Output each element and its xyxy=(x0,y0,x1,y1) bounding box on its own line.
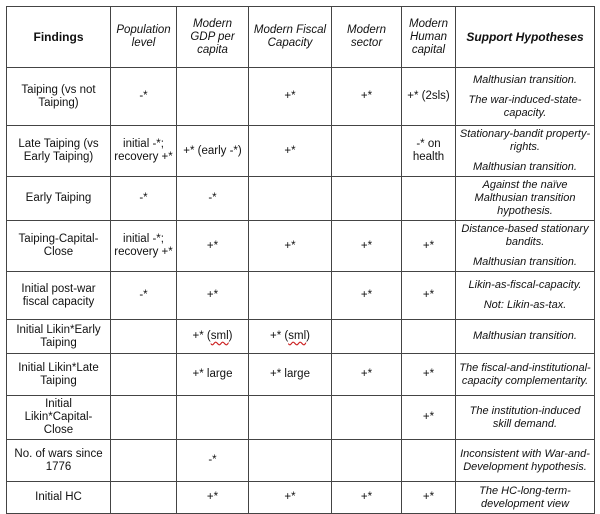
cell-finding: Initial Likin*Early Taiping xyxy=(7,320,111,354)
cell-human: +* xyxy=(402,221,456,272)
cell-human: +* xyxy=(402,354,456,396)
cell-human xyxy=(402,440,456,482)
cell-population: -* xyxy=(111,68,177,126)
cell-support xyxy=(456,221,595,272)
cell-population: -* xyxy=(111,272,177,320)
cell-support xyxy=(456,68,595,126)
cell-finding: Taiping (vs not Taiping) xyxy=(7,68,111,126)
cell-sector: +* xyxy=(332,272,402,320)
table-row xyxy=(7,177,595,221)
cell-population xyxy=(111,396,177,440)
cell-sector xyxy=(332,177,402,221)
table-row xyxy=(7,354,595,396)
cell-sector xyxy=(332,396,402,440)
cell-support xyxy=(456,126,595,177)
table-row xyxy=(7,396,595,440)
cell-gdp: +* xyxy=(177,272,249,320)
support-hypothesis: The fiscal-and-institutional-capacity complementarity. xyxy=(459,361,591,387)
cell-gdp: +* xyxy=(177,221,249,272)
cell-finding: Initial post-war fiscal capacity xyxy=(7,272,111,320)
cell-population xyxy=(111,354,177,396)
header-support: Support Hypotheses xyxy=(456,7,595,68)
cell-fiscal: +* xyxy=(249,68,332,126)
support-hypothesis: The HC-long-term-development view xyxy=(479,484,571,510)
cell-sector: +* xyxy=(332,482,402,514)
cell-human: +* (2sls) xyxy=(402,68,456,126)
cell-support xyxy=(456,320,595,354)
cell-gdp: -* xyxy=(177,177,249,221)
cell-finding: Taiping-Capital-Close xyxy=(7,221,111,272)
table-row xyxy=(7,221,595,272)
cell-population xyxy=(111,482,177,514)
header-human: Modern Human capital xyxy=(402,7,456,68)
cell-finding: Initial Likin*Capital-Close xyxy=(7,396,111,440)
cell-finding: No. of wars since 1776 xyxy=(7,440,111,482)
cell-gdp: +* large xyxy=(177,354,249,396)
cell-sector xyxy=(332,126,402,177)
table-row xyxy=(7,440,595,482)
cell-sector: +* xyxy=(332,68,402,126)
cell-finding: Late Taiping (vs Early Taiping) xyxy=(7,126,111,177)
cell-sector: +* xyxy=(332,221,402,272)
header-population: Population level xyxy=(111,7,177,68)
table-row xyxy=(7,320,595,354)
support-hypothesis: Malthusian transition. xyxy=(473,73,577,86)
table-body xyxy=(7,68,595,514)
cell-gdp: +* (sml) xyxy=(177,320,249,354)
cell-fiscal xyxy=(249,177,332,221)
cell-population xyxy=(111,320,177,354)
header-findings: Findings xyxy=(7,7,111,68)
cell-support xyxy=(456,177,595,221)
support-hypothesis: Likin-as-fiscal-capacity. xyxy=(468,279,582,291)
cell-human xyxy=(402,320,456,354)
cell-finding: Initial Likin*Late Taiping xyxy=(7,354,111,396)
cell-gdp xyxy=(177,68,249,126)
header-sector: Modern sector xyxy=(332,7,402,68)
header-fiscal: Modern Fiscal Capacity xyxy=(249,7,332,68)
cell-fiscal: +* xyxy=(249,126,332,177)
cell-human: +* xyxy=(402,272,456,320)
cell-gdp: -* xyxy=(177,440,249,482)
support-hypothesis: Against the naïve Malthusian transition hypothesis. xyxy=(474,179,576,217)
table-row xyxy=(7,126,595,177)
header-gdp: Modern GDP per capita xyxy=(177,7,249,68)
cell-human xyxy=(402,177,456,221)
cell-sector xyxy=(332,320,402,354)
support-hypothesis: The institution-induced skill demand. xyxy=(469,404,581,430)
header-row xyxy=(7,7,595,68)
cell-support xyxy=(456,440,595,482)
cell-support xyxy=(456,272,595,320)
cell-gdp: +* (early -*) xyxy=(177,126,249,177)
cell-support xyxy=(456,354,595,396)
support-hypothesis: Stationary-bandit property-rights. xyxy=(459,128,591,153)
support-hypothesis: Malthusian transition. xyxy=(473,256,577,268)
cell-population: initial -*; recovery +* xyxy=(111,221,177,272)
cell-human: +* xyxy=(402,396,456,440)
cell-fiscal: +* xyxy=(249,482,332,514)
cell-fiscal xyxy=(249,396,332,440)
cell-fiscal xyxy=(249,440,332,482)
cell-fiscal: +* xyxy=(249,221,332,272)
cell-human: +* xyxy=(402,482,456,514)
cell-fiscal: +* large xyxy=(249,354,332,396)
cell-gdp xyxy=(177,396,249,440)
support-hypothesis: The war-induced-state-capacity. xyxy=(468,93,582,119)
support-hypothesis: Inconsistent with War-and-Development hypothesis. xyxy=(460,447,590,473)
findings-table xyxy=(6,6,595,514)
cell-fiscal xyxy=(249,272,332,320)
support-hypothesis: Malthusian transition. xyxy=(473,330,577,342)
table-row xyxy=(7,272,595,320)
cell-finding: Initial HC xyxy=(7,482,111,514)
cell-sector xyxy=(332,440,402,482)
support-hypothesis: Malthusian transition. xyxy=(473,161,577,173)
support-hypothesis: Distance-based stationary bandits. xyxy=(461,223,589,248)
cell-fiscal: +* (sml) xyxy=(249,320,332,354)
cell-population xyxy=(111,440,177,482)
cell-gdp: +* xyxy=(177,482,249,514)
cell-population: -* xyxy=(111,177,177,221)
cell-human: -* on health xyxy=(402,126,456,177)
cell-sector: +* xyxy=(332,354,402,396)
cell-finding: Early Taiping xyxy=(7,177,111,221)
table-row xyxy=(7,482,595,514)
table-header xyxy=(7,7,595,68)
cell-support xyxy=(456,396,595,440)
support-hypothesis: Not: Likin-as-tax. xyxy=(483,299,567,311)
table-row xyxy=(7,68,595,126)
cell-support xyxy=(456,482,595,514)
cell-population: initial -*; recovery +* xyxy=(111,126,177,177)
